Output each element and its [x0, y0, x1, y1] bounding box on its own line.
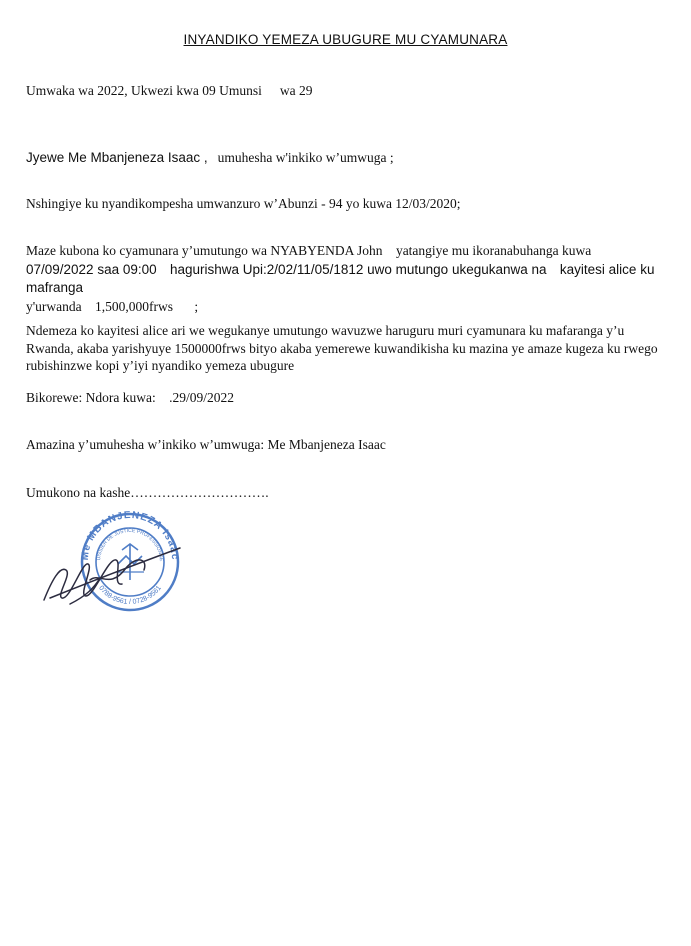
svg-text:Me MBANJENEZA Isaac: Me MBANJENEZA Isaac	[79, 509, 181, 561]
date-day: wa 29	[279, 83, 313, 98]
auction-part-5: kayitesi alice ku mafranga	[26, 261, 655, 295]
stamp-icon	[30, 500, 180, 610]
svg-text:HUISSIER DE JUSTICE PROFESSION: UISSIER DE JUSTICE PROFESSIONNE	[96, 527, 165, 562]
auction-paragraph	[26, 242, 661, 316]
auction-part-1: Maze kubona ko cyamunara y’umutungo wa NYABYENDA John	[26, 243, 383, 258]
signed-at-date: .29/09/2022	[169, 390, 234, 405]
signed-at-label: Bikorewe: Ndora kuwa:	[26, 390, 156, 405]
auction-datetime: 07/09/2022 saa 09:00	[26, 261, 157, 277]
auction-end: ;	[194, 298, 199, 314]
date-text: Umwaka wa 2022, Ukwezi kwa 09 Umunsi	[26, 83, 262, 98]
confirmation-paragraph: Ndemeza ko kayitesi alice ari we wegukanye umutungo wavuzwe haruguru muri cyamunara ku mafaranga y’u Rwanda, akaba yarishyuye 1500000frws bityo akaba yemerewe kuwandikisha ku mazina ye amaze kugeza ku rwego rubishinzwe kopi y’iyi nyandiko yemeza ubugure	[26, 323, 658, 373]
signature-label: Umukono na kashe………………………….	[26, 485, 269, 500]
officer-name-line: Amazina y’umuhesha w’inkiko w’umwuga: Me Mbanjeneza Isaac	[26, 437, 386, 452]
date-line	[26, 82, 661, 100]
stamp-and-signature	[30, 500, 210, 615]
basis-line: Nshingiye ku nyandikompesha umwanzuro w’Abunzi - 94 yo kuwa 12/03/2020;	[26, 196, 461, 211]
auction-part-2: yatangiye mu ikoranabuhanga kuwa	[395, 243, 592, 258]
document-title: INYANDIKO YEMEZA UBUGURE MU CYAMUNARA	[183, 32, 508, 47]
auction-part-6: y'urwanda	[26, 298, 82, 314]
auction-part-4: hagurishwa Upi:2/02/11/05/1812 uwo mutungo ukegukanwa na	[170, 261, 547, 277]
declarant-role: umuhesha w'inkiko w’umwuga ;	[217, 150, 394, 165]
svg-text:0788-9561 / 0728-9561: 0788-9561 / 0728-9561	[97, 584, 163, 606]
declarant-line	[26, 149, 661, 167]
auction-amount: 1,500,000frws	[95, 298, 174, 314]
declarant-name: Jyewe Me Mbanjeneza Isaac ,	[26, 150, 208, 165]
signed-at-line	[26, 389, 661, 407]
